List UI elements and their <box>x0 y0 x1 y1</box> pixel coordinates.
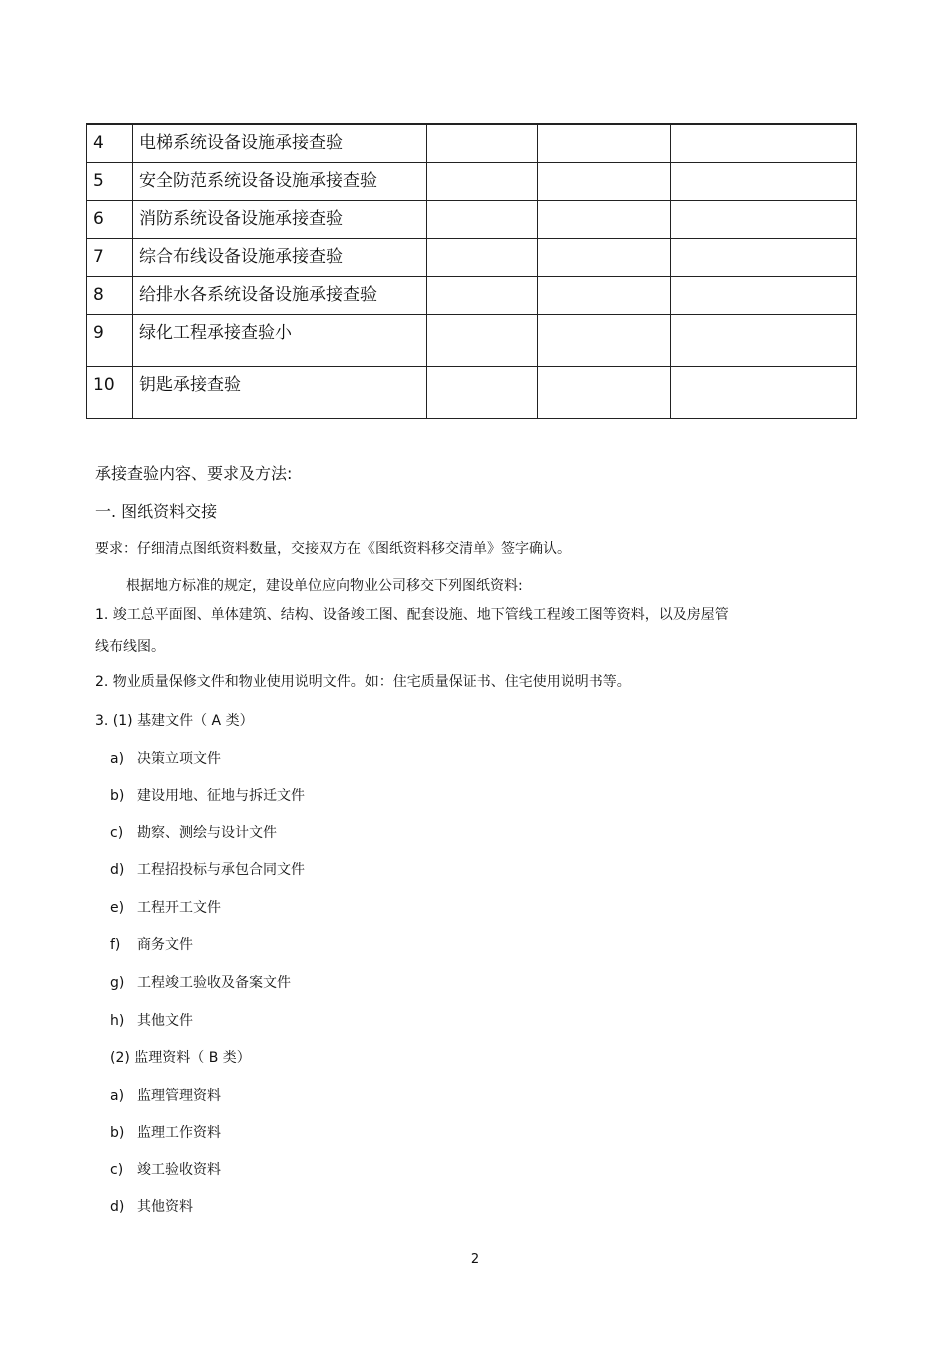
list-item-letter: g) <box>110 975 125 991</box>
list-item-text: 建设用地、征地与拆迁文件 <box>137 788 305 804</box>
list-item <box>110 1124 221 1142</box>
list-item-letter: b) <box>110 1125 125 1141</box>
row-number: 6 <box>87 201 133 239</box>
list-item <box>110 787 305 805</box>
row-number: 9 <box>87 315 133 367</box>
list-item-letter: b) <box>110 788 125 804</box>
row-item-name: 电梯系统设备设施承接查验 <box>133 124 427 163</box>
empty-cell <box>427 163 538 201</box>
row-item-name: 钥匙承接查验 <box>133 367 427 419</box>
page-number: 2 <box>470 1252 480 1267</box>
table-row <box>87 239 857 277</box>
empty-cell <box>671 201 857 239</box>
list-item <box>110 1012 193 1030</box>
intro-text: 根据地方标准的规定，建设单位应向物业公司移交下列图纸资料: <box>126 578 523 594</box>
empty-cell <box>671 315 857 367</box>
section-heading: 承接查验内容、要求及方法: <box>95 464 293 483</box>
table-row <box>87 315 857 367</box>
empty-cell <box>427 277 538 315</box>
list-item <box>110 936 193 954</box>
list-item-text: 勘察、测绘与设计文件 <box>137 825 277 841</box>
list-item <box>110 1198 193 1216</box>
list-item-text: 其他资料 <box>137 1199 193 1215</box>
list-item-text: 监理工作资料 <box>137 1125 221 1141</box>
empty-cell <box>427 239 538 277</box>
table-row <box>87 163 857 201</box>
list-item-letter: a) <box>110 751 125 767</box>
row-number: 7 <box>87 239 133 277</box>
empty-cell <box>671 367 857 419</box>
row-number: 5 <box>87 163 133 201</box>
list-item-text: 商务文件 <box>137 937 193 953</box>
item1-line1: 1. 竣工总平面图、单体建筑、结构、设备竣工图、配套设施、地下管线工程竣工图等资料，以及房屋管 <box>95 607 729 623</box>
empty-cell <box>671 124 857 163</box>
list-item-text: 竣工验收资料 <box>137 1162 221 1178</box>
empty-cell <box>671 277 857 315</box>
table-row <box>87 277 857 315</box>
table-row <box>87 367 857 419</box>
table-row <box>87 124 857 163</box>
list-item-letter: c) <box>110 1162 124 1178</box>
row-number: 10 <box>87 367 133 419</box>
empty-cell <box>427 124 538 163</box>
list-item-letter: d) <box>110 1199 125 1215</box>
item1-line2: 线布线图。 <box>95 639 165 655</box>
row-item-name: 绿化工程承接查验小 <box>133 315 427 367</box>
list-item-text: 监理管理资料 <box>137 1088 221 1104</box>
part1-title: 一. 图纸资料交接 <box>95 502 218 521</box>
list-item <box>110 899 221 917</box>
row-item-name: 消防系统设备设施承接查验 <box>133 201 427 239</box>
empty-cell <box>538 367 671 419</box>
list-item-text: 工程招投标与承包合同文件 <box>137 862 305 878</box>
empty-cell <box>538 163 671 201</box>
list-item-text: 其他文件 <box>137 1013 193 1029</box>
list-item <box>110 1161 221 1179</box>
row-item-name: 综合布线设备设施承接查验 <box>133 239 427 277</box>
empty-cell <box>671 239 857 277</box>
empty-cell <box>671 163 857 201</box>
empty-cell <box>427 315 538 367</box>
empty-cell <box>427 201 538 239</box>
empty-cell <box>538 124 671 163</box>
row-number: 4 <box>87 124 133 163</box>
empty-cell <box>538 239 671 277</box>
empty-cell <box>538 315 671 367</box>
list-item-text: 决策立项文件 <box>137 751 221 767</box>
row-item-name: 安全防范系统设备设施承接查验 <box>133 163 427 201</box>
row-number: 8 <box>87 277 133 315</box>
list-item <box>110 974 291 992</box>
list-item-letter: a) <box>110 1088 125 1104</box>
table-row <box>87 201 857 239</box>
list-item-letter: e) <box>110 900 125 916</box>
list-item <box>110 861 305 879</box>
list-item-text: 工程竣工验收及备案文件 <box>137 975 291 991</box>
row-item-name: 给排水各系统设备设施承接查验 <box>133 277 427 315</box>
item2-text: 2. 物业质量保修文件和物业使用说明文件。如：住宅质量保证书、住宅使用说明书等。 <box>95 674 631 690</box>
item3-b-title: (2) 监理资料（ B 类） <box>110 1050 251 1066</box>
empty-cell <box>538 201 671 239</box>
list-item <box>110 824 277 842</box>
item3-a-title: 3. (1) 基建文件（ A 类） <box>95 713 254 729</box>
empty-cell <box>538 277 671 315</box>
empty-cell <box>427 367 538 419</box>
list-item-letter: d) <box>110 862 125 878</box>
list-item-letter: c) <box>110 825 124 841</box>
list-item-letter: h) <box>110 1013 125 1029</box>
requirement-text: 要求：仔细清点图纸资料数量，交接双方在《图纸资料移交清单》签字确认。 <box>95 541 571 557</box>
list-item-letter: f) <box>110 937 121 953</box>
list-item <box>110 750 221 768</box>
inspection-table <box>86 123 857 419</box>
list-item <box>110 1087 221 1105</box>
list-item-text: 工程开工文件 <box>137 900 221 916</box>
